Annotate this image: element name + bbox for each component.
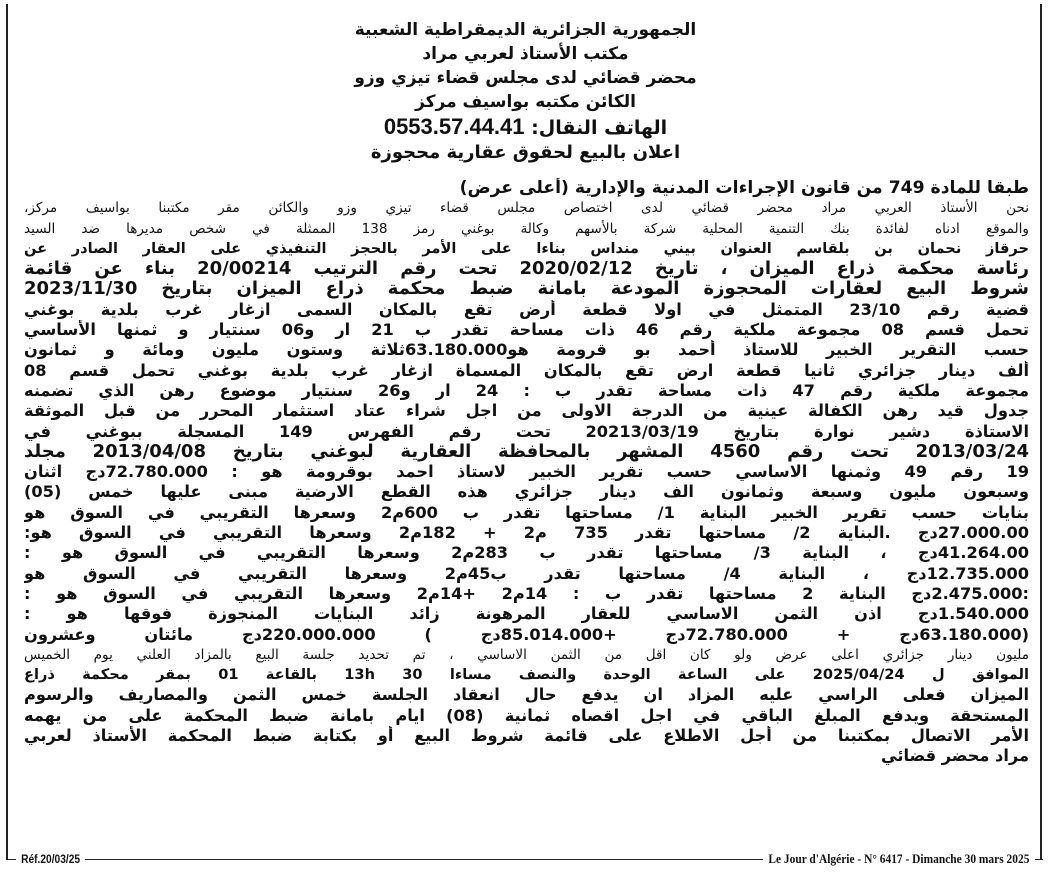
header-phone (120, 114, 931, 141)
header-office-name: مكتب الأستاذ لعربي مراد (422, 44, 629, 64)
body-line: بنايات حسب تقرير الخبير البناية 1/ مساحتها تقدر ب 600م2 وسعرها التقريبي في السوق هو (24, 502, 1029, 522)
body-line: 27.000.00دج .البناية 2/ مساحتها تقدر 735 م2 + 182م2 وسعرها التقريبي في السوق هو: (24, 523, 1029, 543)
body-line: 2013/03/24 تحت رقم 4560 المشهر بالمحافظة العقارية لبوغني بتاريخ 2013/04/08 مجلد (24, 441, 1029, 462)
body-line: والموقع ادناه لفائدة بنك التنمية المحلية شركة بالأسهم وكالة بوغني رمز 138 الممثلة في شخص مديرها ضد السيد (24, 220, 1029, 237)
body-line: الاستاذة دشير نوارة بتاريخ 20213/03/19 تحت رقم الفهرس 149 المسجلة ببوغني في (24, 421, 1029, 441)
footer-reference: Réf.20/03/25 (16, 850, 85, 868)
body-line: الميزان فعلى الراسي عليه المزاد ان يدفع حال انعقاد الجلسة خمس الثمن والمصاريف والرسوم (24, 685, 1029, 705)
notice-title: اعلان بالبيع لحقوق عقارية محجوزة (370, 142, 681, 163)
body-line: رئاسة محكمة ذراع الميزان ، تاريخ 2020/02/12 تحت رقم الترتيب 20/00214 بناء عن قائمة (24, 259, 1029, 280)
body-line: الأمر الاتصال بمكتبنا من أجل الاطلاع على قائمة شروط البيع أو بكتابة ضبط المحكمة الأستاذ لعربي (24, 726, 1029, 746)
body-line: حسب التقرير الخبير للاستاذ أحمد بو قرومة هو63.180.000ثلاثة وستون مليون ومائة و ثمانون (24, 340, 1029, 360)
body-line: :2.475.000دج البناية 2 مساحتها تقدر ب : 14م2 +14م2 وسعرها التقريبي في السوق هو : (24, 583, 1029, 603)
body-line: 1.540.000دج اذن الثمن الاساسي للعقار المرهونة زائد البنايات المنجوزة فوقها هو : (24, 604, 1029, 624)
body-line: قضية رقم 23/10 المتمثل في اولا قطعة أرض تقع بالمكان السمى ازغار غرب بلدية بوغني (24, 299, 1029, 319)
header-office-address: الكائن مكتبه بواسيف مركز (415, 92, 636, 112)
body-line: جدول قيد رهن الكفالة عينية من الدرجة الاولى من اجل شراء عتاد استثمار المحرر من قبل الموثقة (24, 401, 1029, 421)
body-line: 19 رقم 49 وثمنها الاساسي حسب تقرير الخبير لاستاذ احمد بوقرومة هو : 72.780.000دج اثنان (24, 462, 1029, 482)
body-line: مراد محضر قضائي (880, 746, 1029, 766)
body-line: وسبعون مليون وسبعة وثمانون الف دينار جزائري هذه القطع الارضية مبنى عليها خمس (05) (24, 482, 1029, 502)
body-line: مجموعة ملكية رقم 47 ذات مساحة تقدر ب : 24 ار و26 سنتيار موضوع رهن الذي تضمنه (24, 380, 1029, 400)
body-line: (63.180.000دج + 72.780.000دج +85.014.000دج ) 220.000.000دج مائتان وعشرون (24, 624, 1029, 644)
body-line: نحن الأستاذ العربي مراد محضر قضائي لدى اختصاص مجلس قضاء تيزي وزو والكائن مقر مكتبنا بواسيف مركز، (24, 200, 1029, 217)
header-bailiff-title: محضر قضائي لدى مجلس قضاء تيزي وزو (354, 68, 697, 88)
body-line: 41.264.00دج ، البناية 3/ مساحتها تقدر ب 283م2 وسعرها التقريبي في السوق هو : (24, 543, 1029, 563)
body-line: طبقا للمادة 749 من قانون الإجراءات المدنية والإدارية (أعلى عرض) (459, 178, 1029, 198)
phone-label: الهاتف النقال: (531, 117, 668, 139)
body-line: 12.735.000دج ، البناية 4/ مساحتها تقدر ب45م2 وسعرها التقريبي في السوق هو (24, 563, 1029, 583)
footer-publication: Le Jour d'Algérie - N° 6417 - Dimanche 30 mars 2025 (763, 850, 1035, 868)
phone-number: 0553.57.44.41 (383, 114, 525, 139)
body-line: ألف دينار جزائري ثانيا قطعة ارض تقع بالمكان المسماة ازغار غرب بلدية بوغني تحمل قسم 08 (24, 360, 1029, 380)
notice-body (24, 178, 1029, 767)
body-line: الموافق ل 2025/04/24 على الساعة الوحدة والنصف مساءا 30 13h بالقاعة 01 بمقر محكمة ذراع (24, 666, 1029, 684)
page-footer (6, 850, 1043, 870)
body-line: حرقاز نحمان بن بلقاسم العنوان بيني منداس بناءا على الأمر بالحجز التنفيذي على العقار الصادر عن (24, 239, 1029, 257)
body-line: شروط البيع لعقارات المحجوزة المودعة بامانة ضبط محكمة ذراع الميزان بتاريخ 2023/11/30 (24, 279, 1029, 300)
body-line: المستحقة ويدفع المبلغ الباقي في اجل اقصاه ثمانية (08) ايام بامانة ضبط المحكمة على من يهمه (24, 705, 1029, 725)
notice-header (120, 18, 931, 165)
header-republic-name: الجمهورية الجزائرية الديمقراطية الشعبية (354, 20, 697, 40)
body-line: مليون دينار جزائري اعلى عرض ولو كان اقل من الثمن الاساسي ، تم تحديد جلسة البيع بالمزاد العلني يوم الخميس (24, 646, 1029, 663)
body-line: تحمل قسم 08 مجموعة ملكية رقم 46 ذات مساحة تقدر ب 21 ار و06 سنتيار و ثمنها الأساسي (24, 320, 1029, 340)
